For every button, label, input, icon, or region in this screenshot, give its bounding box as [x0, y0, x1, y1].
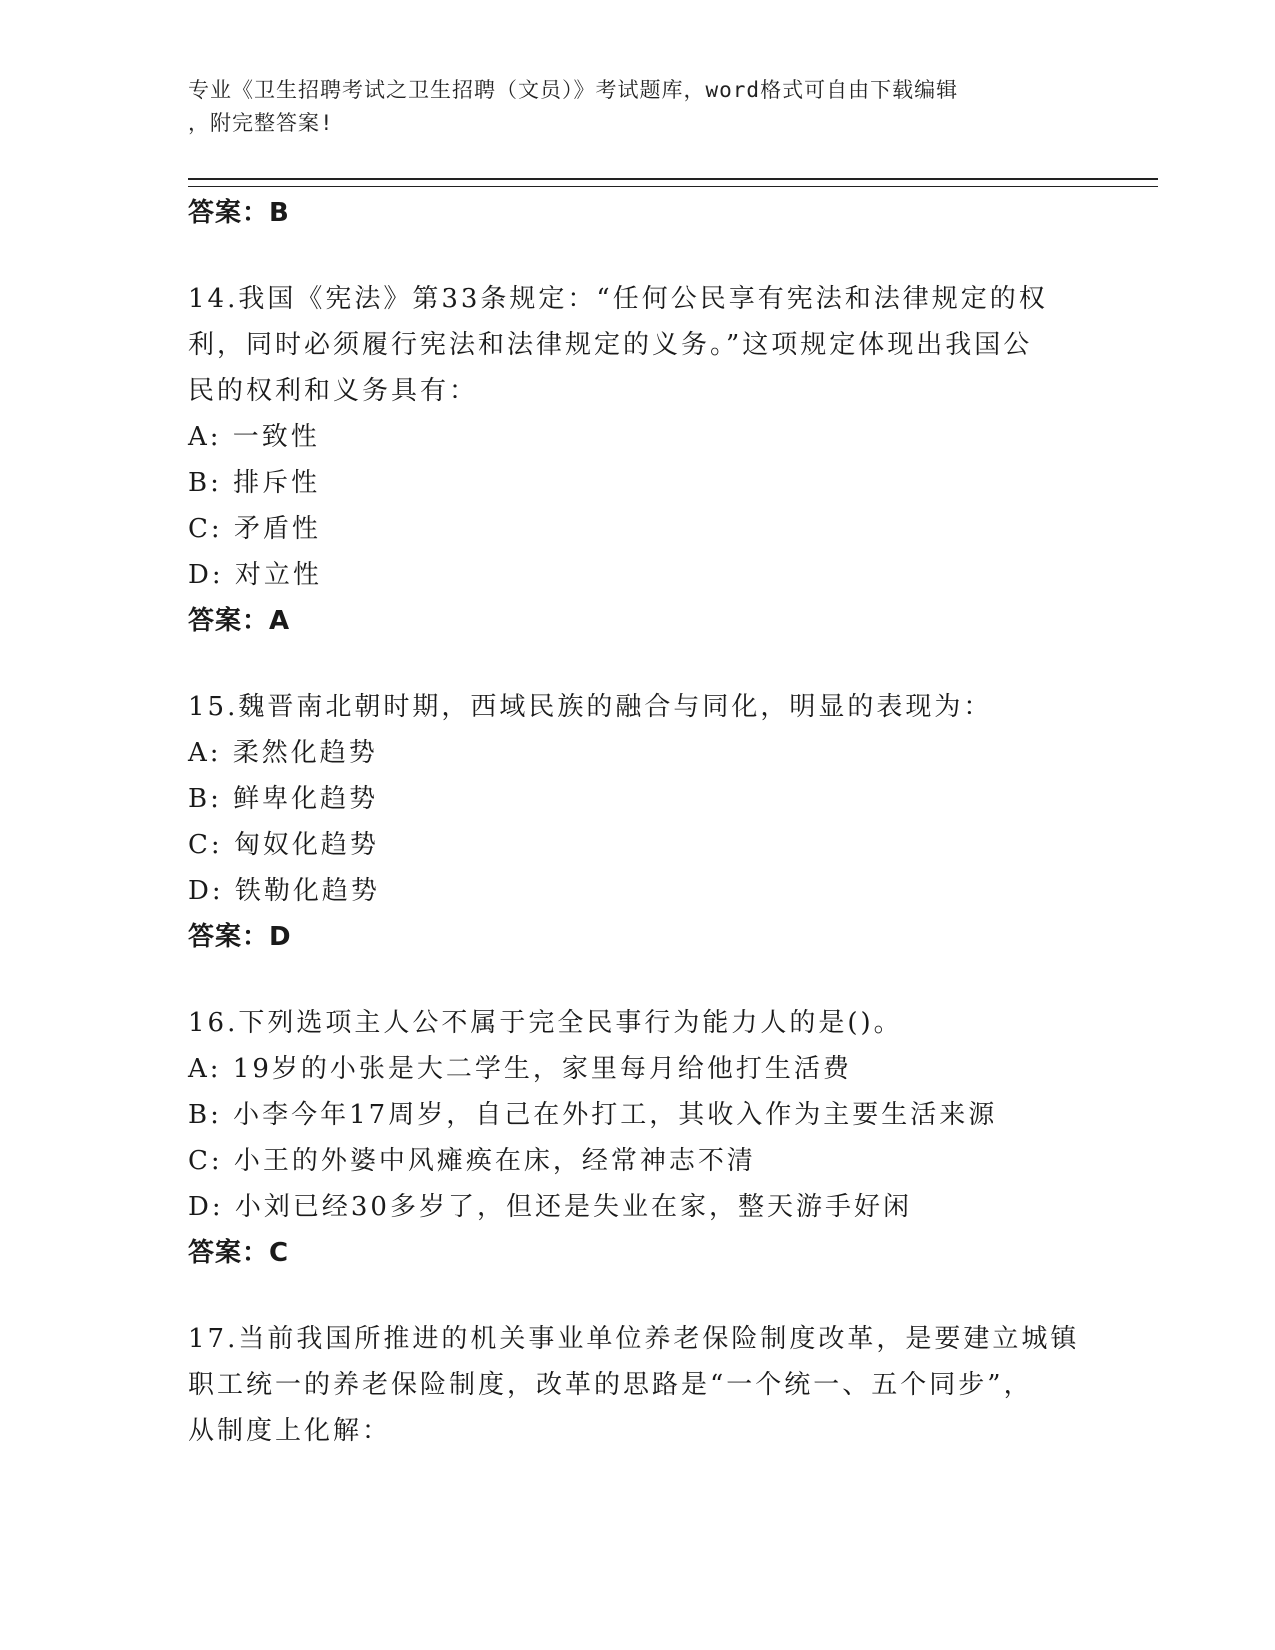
question-17-line-1: 17.当前我国所推进的机关事业单位养老保险制度改革，是要建立城镇 — [188, 1324, 1080, 1354]
question-15-line-1: 15.魏晋南北朝时期，西域民族的融合与同化，明显的表现为： — [188, 692, 993, 722]
question-16-option-b: B: 小李今年17周岁，自己在外打工，其收入作为主要生活来源 — [188, 1100, 998, 1130]
question-16-answer — [188, 1230, 1088, 1276]
question-15-option-a: A: 柔然化趋势 — [188, 738, 378, 768]
question-14 — [188, 276, 1088, 644]
question-14-line-2: 利，同时必须履行宪法和法律规定的义务。”这项规定体现出我国公 — [188, 330, 1033, 360]
question-15 — [188, 684, 1088, 960]
question-16-option-a: A: 19岁的小张是大二学生，家里每月给他打生活费 — [188, 1054, 852, 1084]
question-16-line-1: 16.下列选项主人公不属于完全民事行为能力人的是()。 — [188, 1008, 903, 1038]
question-15-option-c: C: 匈奴化趋势 — [188, 830, 379, 860]
question-15-answer — [188, 914, 1088, 960]
answer-value: A — [269, 606, 291, 636]
question-14-answer — [188, 598, 1088, 644]
question-15-option-d: D: 铁勒化趋势 — [188, 876, 380, 906]
answer-label: 答案： — [188, 606, 270, 636]
question-17-line-2: 职工统一的养老保险制度，改革的思路是“一个统一、五个同步”， — [188, 1370, 1033, 1400]
answer-value: C — [269, 1238, 290, 1268]
header-divider — [188, 178, 1158, 187]
question-14-line-3: 民的权利和义务具有： — [188, 376, 479, 406]
question-14-line-1: 14.我国《宪法》第33条规定：“任何公民享有宪法和法律规定的权 — [188, 284, 1048, 314]
answer-label: 答案： — [188, 198, 270, 228]
question-14-option-c: C: 矛盾性 — [188, 514, 321, 544]
question-14-option-a: A: 一致性 — [188, 422, 320, 452]
question-14-option-b: B: 排斥性 — [188, 468, 321, 498]
question-14-option-d: D: 对立性 — [188, 560, 322, 590]
header-text-line-2: ，附完整答案! — [188, 111, 334, 135]
question-17 — [188, 1316, 1088, 1454]
answer-value: D — [269, 922, 292, 952]
question-16-option-c: C: 小王的外婆中风瘫痪在床，经常神志不清 — [188, 1146, 756, 1176]
page-header — [188, 74, 1078, 140]
question-17-line-3: 从制度上化解： — [188, 1416, 392, 1446]
document-body — [188, 190, 1088, 1454]
previous-answer — [188, 190, 1088, 236]
question-15-option-b: B: 鲜卑化趋势 — [188, 784, 379, 814]
header-text-line-1: 专业《卫生招聘考试之卫生招聘（文员）》考试题库，word格式可自由下载编辑 — [188, 78, 959, 102]
answer-label: 答案： — [188, 1238, 270, 1268]
answer-label: 答案： — [188, 922, 270, 952]
question-16 — [188, 1000, 1088, 1276]
question-16-option-d: D: 小刘已经30多岁了，但还是失业在家，整天游手好闲 — [188, 1192, 912, 1222]
answer-value: B — [269, 198, 290, 228]
